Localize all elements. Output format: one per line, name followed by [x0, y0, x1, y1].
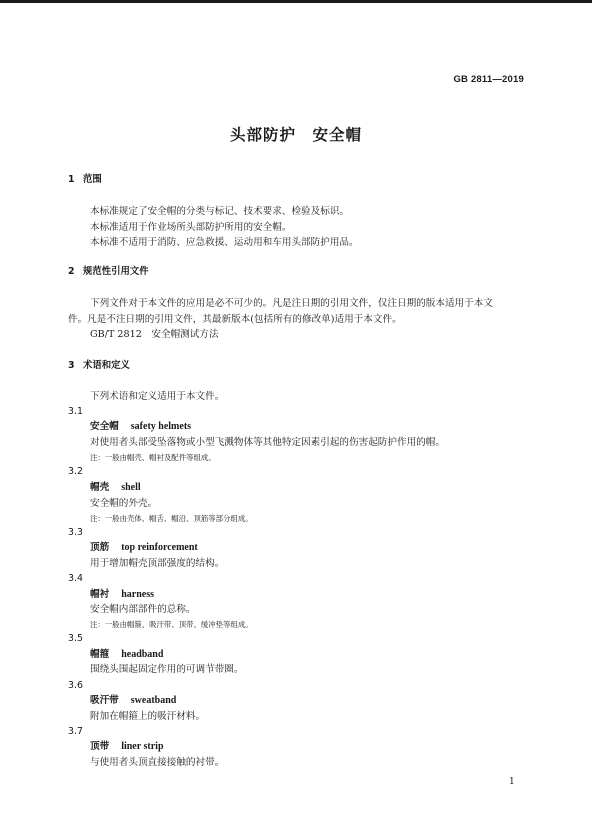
term-heading	[90, 589, 154, 601]
term-zh: 吸汗带	[90, 695, 119, 706]
paragraph: 下列术语和定义适用于本文件。	[90, 391, 225, 402]
term-en: liner strip	[121, 741, 164, 752]
section-title: 规范性引用文件	[83, 266, 149, 277]
top-rule	[0, 0, 592, 3]
term-number: 3.1	[68, 406, 83, 417]
standard-code: GB 2811—2019	[453, 74, 524, 85]
term-note: 注：一般由壳体、帽舌、帽沿、顶筋等部分组成。	[90, 514, 253, 523]
term-number: 3.2	[68, 466, 83, 477]
term-definition: 围绕头围起固定作用的可调节带圈。	[90, 664, 244, 675]
section-1-heading	[68, 174, 102, 186]
term-en: safety helmets	[130, 421, 192, 432]
normative-reference: GB/T 2812 安全帽测试方法	[90, 329, 219, 340]
term-heading	[90, 482, 141, 494]
term-number: 3.4	[68, 573, 83, 584]
page-number: 1	[509, 777, 515, 787]
term-heading	[90, 649, 163, 661]
section-title: 范围	[83, 174, 102, 185]
term-en: headband	[121, 649, 164, 660]
paragraph: 本标准规定了安全帽的分类与标记、技术要求、检验及标识。	[90, 206, 350, 217]
term-en: harness	[121, 589, 154, 600]
term-definition: 安全帽的外壳。	[90, 498, 158, 509]
section-2-heading	[68, 266, 149, 278]
term-definition: 与使用者头顶直接接触的衬带。	[90, 757, 225, 768]
term-definition: 安全帽内部部件的总称。	[90, 604, 196, 615]
section-number: 3	[68, 360, 75, 371]
paragraph: 本标准适用于作业场所头部防护所用的安全帽。	[90, 222, 292, 233]
term-zh: 帽衬	[90, 589, 110, 600]
term-note: 注：一般由帽箍、吸汗带、顶带、缓冲垫等组成。	[90, 620, 253, 629]
term-number: 3.6	[68, 680, 83, 691]
term-definition: 附加在帽箍上的吸汗材料。	[90, 711, 206, 722]
term-number: 3.7	[68, 726, 83, 737]
term-definition: 对使用者头部受坠落物或小型飞溅物体等其他特定因素引起的伤害起防护作用的帽。	[90, 437, 445, 448]
term-heading	[90, 695, 176, 707]
term-heading	[90, 421, 191, 433]
term-note: 注：一般由帽壳、帽衬及配件等组成。	[90, 453, 216, 462]
term-zh: 顶带	[90, 741, 110, 752]
term-zh: 安全帽	[90, 421, 119, 432]
term-number: 3.5	[68, 633, 83, 644]
term-en: top reinforcement	[121, 542, 198, 553]
section-number: 1	[68, 174, 75, 185]
paragraph: 下列文件对于本文件的应用是必不可少的。凡是注日期的引用文件，仅注日期的版本适用于本文	[90, 298, 493, 309]
term-number: 3.3	[68, 527, 83, 538]
section-number: 2	[68, 266, 75, 277]
paragraph: 件。凡是不注日期的引用文件，其最新版本(包括所有的修改单)适用于本文件。	[68, 314, 402, 325]
term-zh: 帽箍	[90, 649, 110, 660]
term-en: shell	[121, 482, 141, 493]
term-heading	[90, 542, 198, 554]
term-heading	[90, 741, 164, 753]
section-3-heading	[68, 360, 130, 372]
term-en: sweatband	[130, 695, 177, 706]
section-title: 术语和定义	[83, 360, 130, 371]
term-zh: 顶筋	[90, 542, 110, 553]
term-zh: 帽壳	[90, 482, 110, 493]
term-definition: 用于增加帽壳顶部强度的结构。	[90, 558, 225, 569]
paragraph: 本标准不适用于消防、应急救援、运动用和车用头部防护用品。	[90, 237, 359, 248]
document-title: 头部防护 安全帽	[229, 126, 362, 144]
